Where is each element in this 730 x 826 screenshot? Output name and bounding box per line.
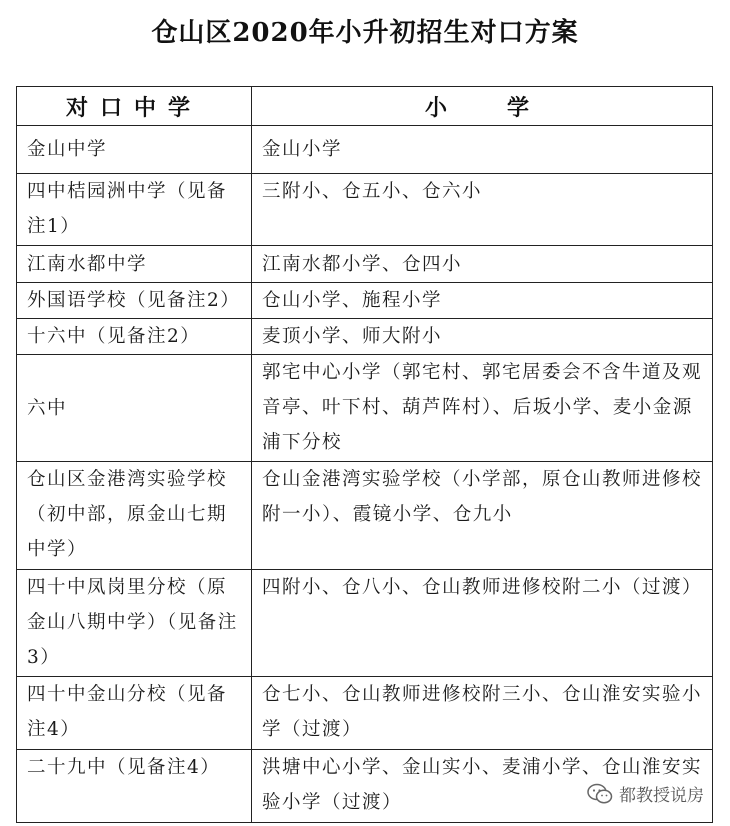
primary-school-cell: 郭宅中心小学（郭宅村、郭宅居委会不含牛道及观音亭、叶下村、葫芦阵村）、后坂小学、麦小金源浦下分校 xyxy=(252,355,713,462)
middle-school-cell: 十六中（见备注2） xyxy=(17,319,252,355)
table-row xyxy=(17,174,713,246)
middle-school-cell: 六中 xyxy=(17,355,252,462)
watermark-text: 都教授说房 xyxy=(619,786,704,806)
watermark xyxy=(583,779,708,808)
middle-school-cell: 四十中凤岗里分校（原金山八期中学）（见备注3） xyxy=(17,570,252,677)
admission-table xyxy=(16,86,713,823)
middle-school-cell: 外国语学校（见备注2） xyxy=(17,283,252,319)
middle-school-cell: 金山中学 xyxy=(17,126,252,174)
middle-school-cell: 四中桔园洲中学（见备注1） xyxy=(17,174,252,246)
middle-school-cell: 四十中金山分校（见备注4） xyxy=(17,677,252,750)
primary-school-cell: 金山小学 xyxy=(252,126,713,174)
primary-school-cell: 三附小、仓五小、仓六小 xyxy=(252,174,713,246)
primary-school-cell: 江南水都小学、仓四小 xyxy=(252,246,713,283)
primary-school-cell: 四附小、仓八小、仓山教师进修校附二小（过渡） xyxy=(252,570,713,677)
primary-school-cell: 洪塘中心小学、金山实小、麦浦小学、仓山淮安实验小学（过渡） xyxy=(252,750,713,823)
table-row xyxy=(17,246,713,283)
table-row xyxy=(17,355,713,462)
table-row xyxy=(17,677,713,750)
page-title: 仓山区2020年小升初招生对口方案 xyxy=(151,18,579,48)
table-row xyxy=(17,126,713,174)
wechat-icon xyxy=(587,783,613,805)
primary-school-cell: 仓山小学、施程小学 xyxy=(252,283,713,319)
table-row xyxy=(17,462,713,570)
primary-school-cell: 仓七小、仓山教师进修校附三小、仓山淮安实验小学（过渡） xyxy=(252,677,713,750)
table-row xyxy=(17,283,713,319)
middle-school-cell: 江南水都中学 xyxy=(17,246,252,283)
header-middle-school: 对口中学 xyxy=(17,87,252,126)
table-header-row xyxy=(17,87,713,126)
middle-school-cell: 仓山区金港湾实验学校（初中部，原金山七期中学） xyxy=(17,462,252,570)
table-row xyxy=(17,570,713,677)
middle-school-cell: 二十九中（见备注4） xyxy=(17,750,252,823)
table-row xyxy=(17,319,713,355)
header-primary-school: 小学 xyxy=(252,87,713,126)
primary-school-cell: 仓山金港湾实验学校（小学部，原仓山教师进修校附一小）、霞镜小学、仓九小 xyxy=(252,462,713,570)
primary-school-cell: 麦顶小学、师大附小 xyxy=(252,319,713,355)
